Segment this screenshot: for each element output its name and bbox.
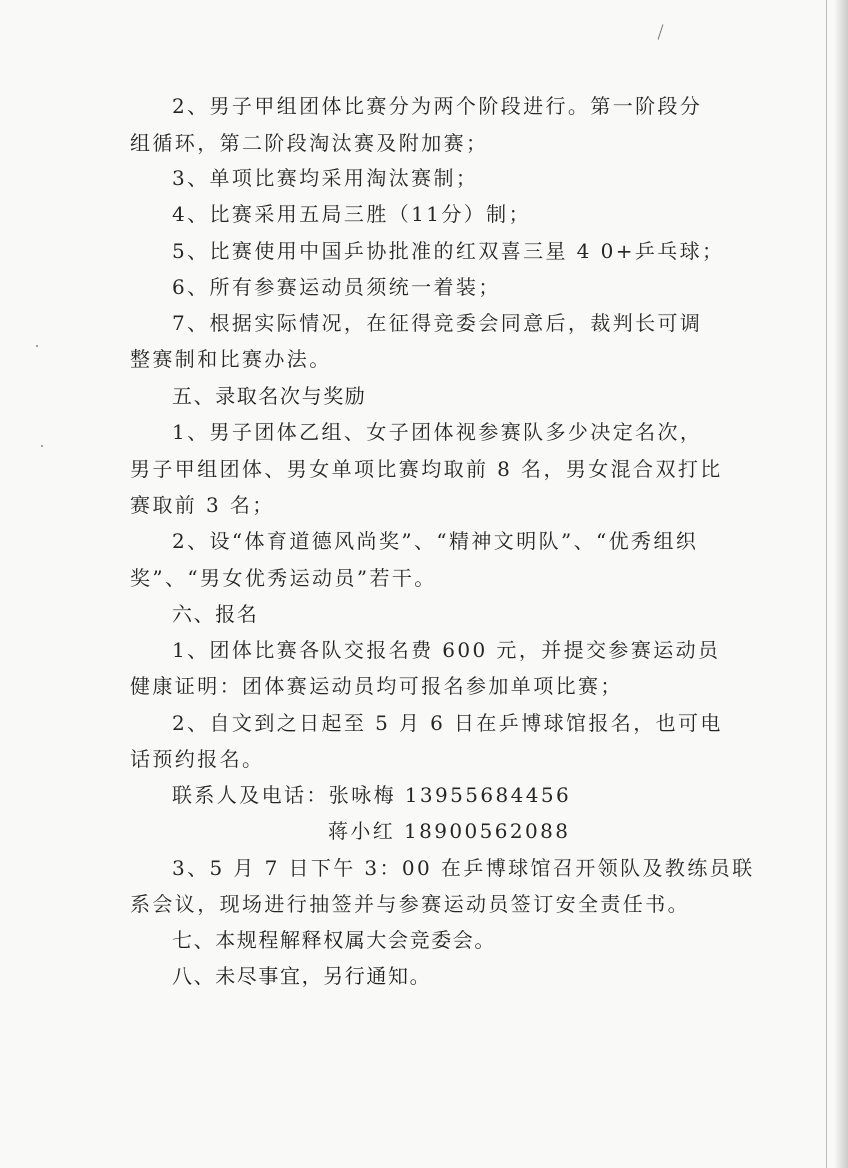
- paragraph-line: 6、所有参赛运动员须统一着装；: [172, 275, 501, 299]
- paragraph-line: 2、男子甲组团体比赛分为两个阶段进行。第一阶段分: [172, 94, 703, 118]
- paragraph-line: 话预约报名。: [130, 747, 265, 771]
- paragraph-line: 5、比赛使用中国乒协批准的红双喜三星 4 0+乒乓球；: [172, 239, 725, 263]
- paragraph-line: 赛取前 3 名；: [130, 493, 275, 517]
- paragraph-line: 1、团体比赛各队交报名费 600 元，并提交参赛运动员: [172, 638, 721, 662]
- scan-speck: [41, 445, 43, 447]
- paragraph-line: 整赛制和比赛办法。: [130, 347, 332, 371]
- scan-mark: [658, 24, 664, 40]
- paragraph-line: 4、比赛采用五局三胜（11分）制；: [172, 202, 531, 226]
- paragraph-line: 系会议，现场进行抽签并与参赛运动员签订安全责任书。: [130, 892, 690, 916]
- scan-edge-line: [826, 0, 827, 1168]
- paragraph-line: 2、自文到之日起至 5 月 6 日在乒博球馆报名，也可电: [172, 711, 723, 735]
- scan-speck: [36, 345, 38, 347]
- paragraph-line: 健康证明：团体赛运动员均可报名参加单项比赛；: [130, 674, 623, 698]
- contact-line: 联系人及电话：张咏梅 13955684456: [172, 783, 572, 807]
- paragraph-line: 组循环，第二阶段淘汰赛及附加赛；: [130, 131, 489, 155]
- paragraph-line: 7、根据实际情况，在征得竞委会同意后，裁判长可调: [172, 311, 703, 335]
- section-heading: 八、未尽事宜，另行通知。: [172, 964, 432, 988]
- paragraph-line: 男子甲组团体、男女单项比赛均取前 8 名，男女混合双打比: [130, 457, 723, 481]
- paragraph-line: 3、单项比赛均采用淘汰赛制；: [172, 166, 479, 190]
- section-heading: 五、录取名次与奖励: [172, 384, 367, 408]
- paragraph-line: 3、5 月 7 日下午 3：00 在乒博球馆召开领队及教练员联: [172, 856, 755, 880]
- paragraph-line: 2、设“体育道德风尚奖”、“精神文明队”、“优秀组织: [172, 529, 699, 553]
- paragraph-line: 1、男子团体乙组、女子团体视参赛队多少决定名次，: [172, 420, 703, 444]
- contact-line: 蒋小红 18900562088: [328, 819, 571, 843]
- section-heading: 六、报名: [172, 602, 259, 626]
- paragraph-line: 奖”、“男女优秀运动员”若干。: [130, 566, 437, 590]
- section-heading: 七、本规程解释权属大会竞委会。: [172, 928, 496, 952]
- scan-edge-shadow: [834, 0, 848, 1168]
